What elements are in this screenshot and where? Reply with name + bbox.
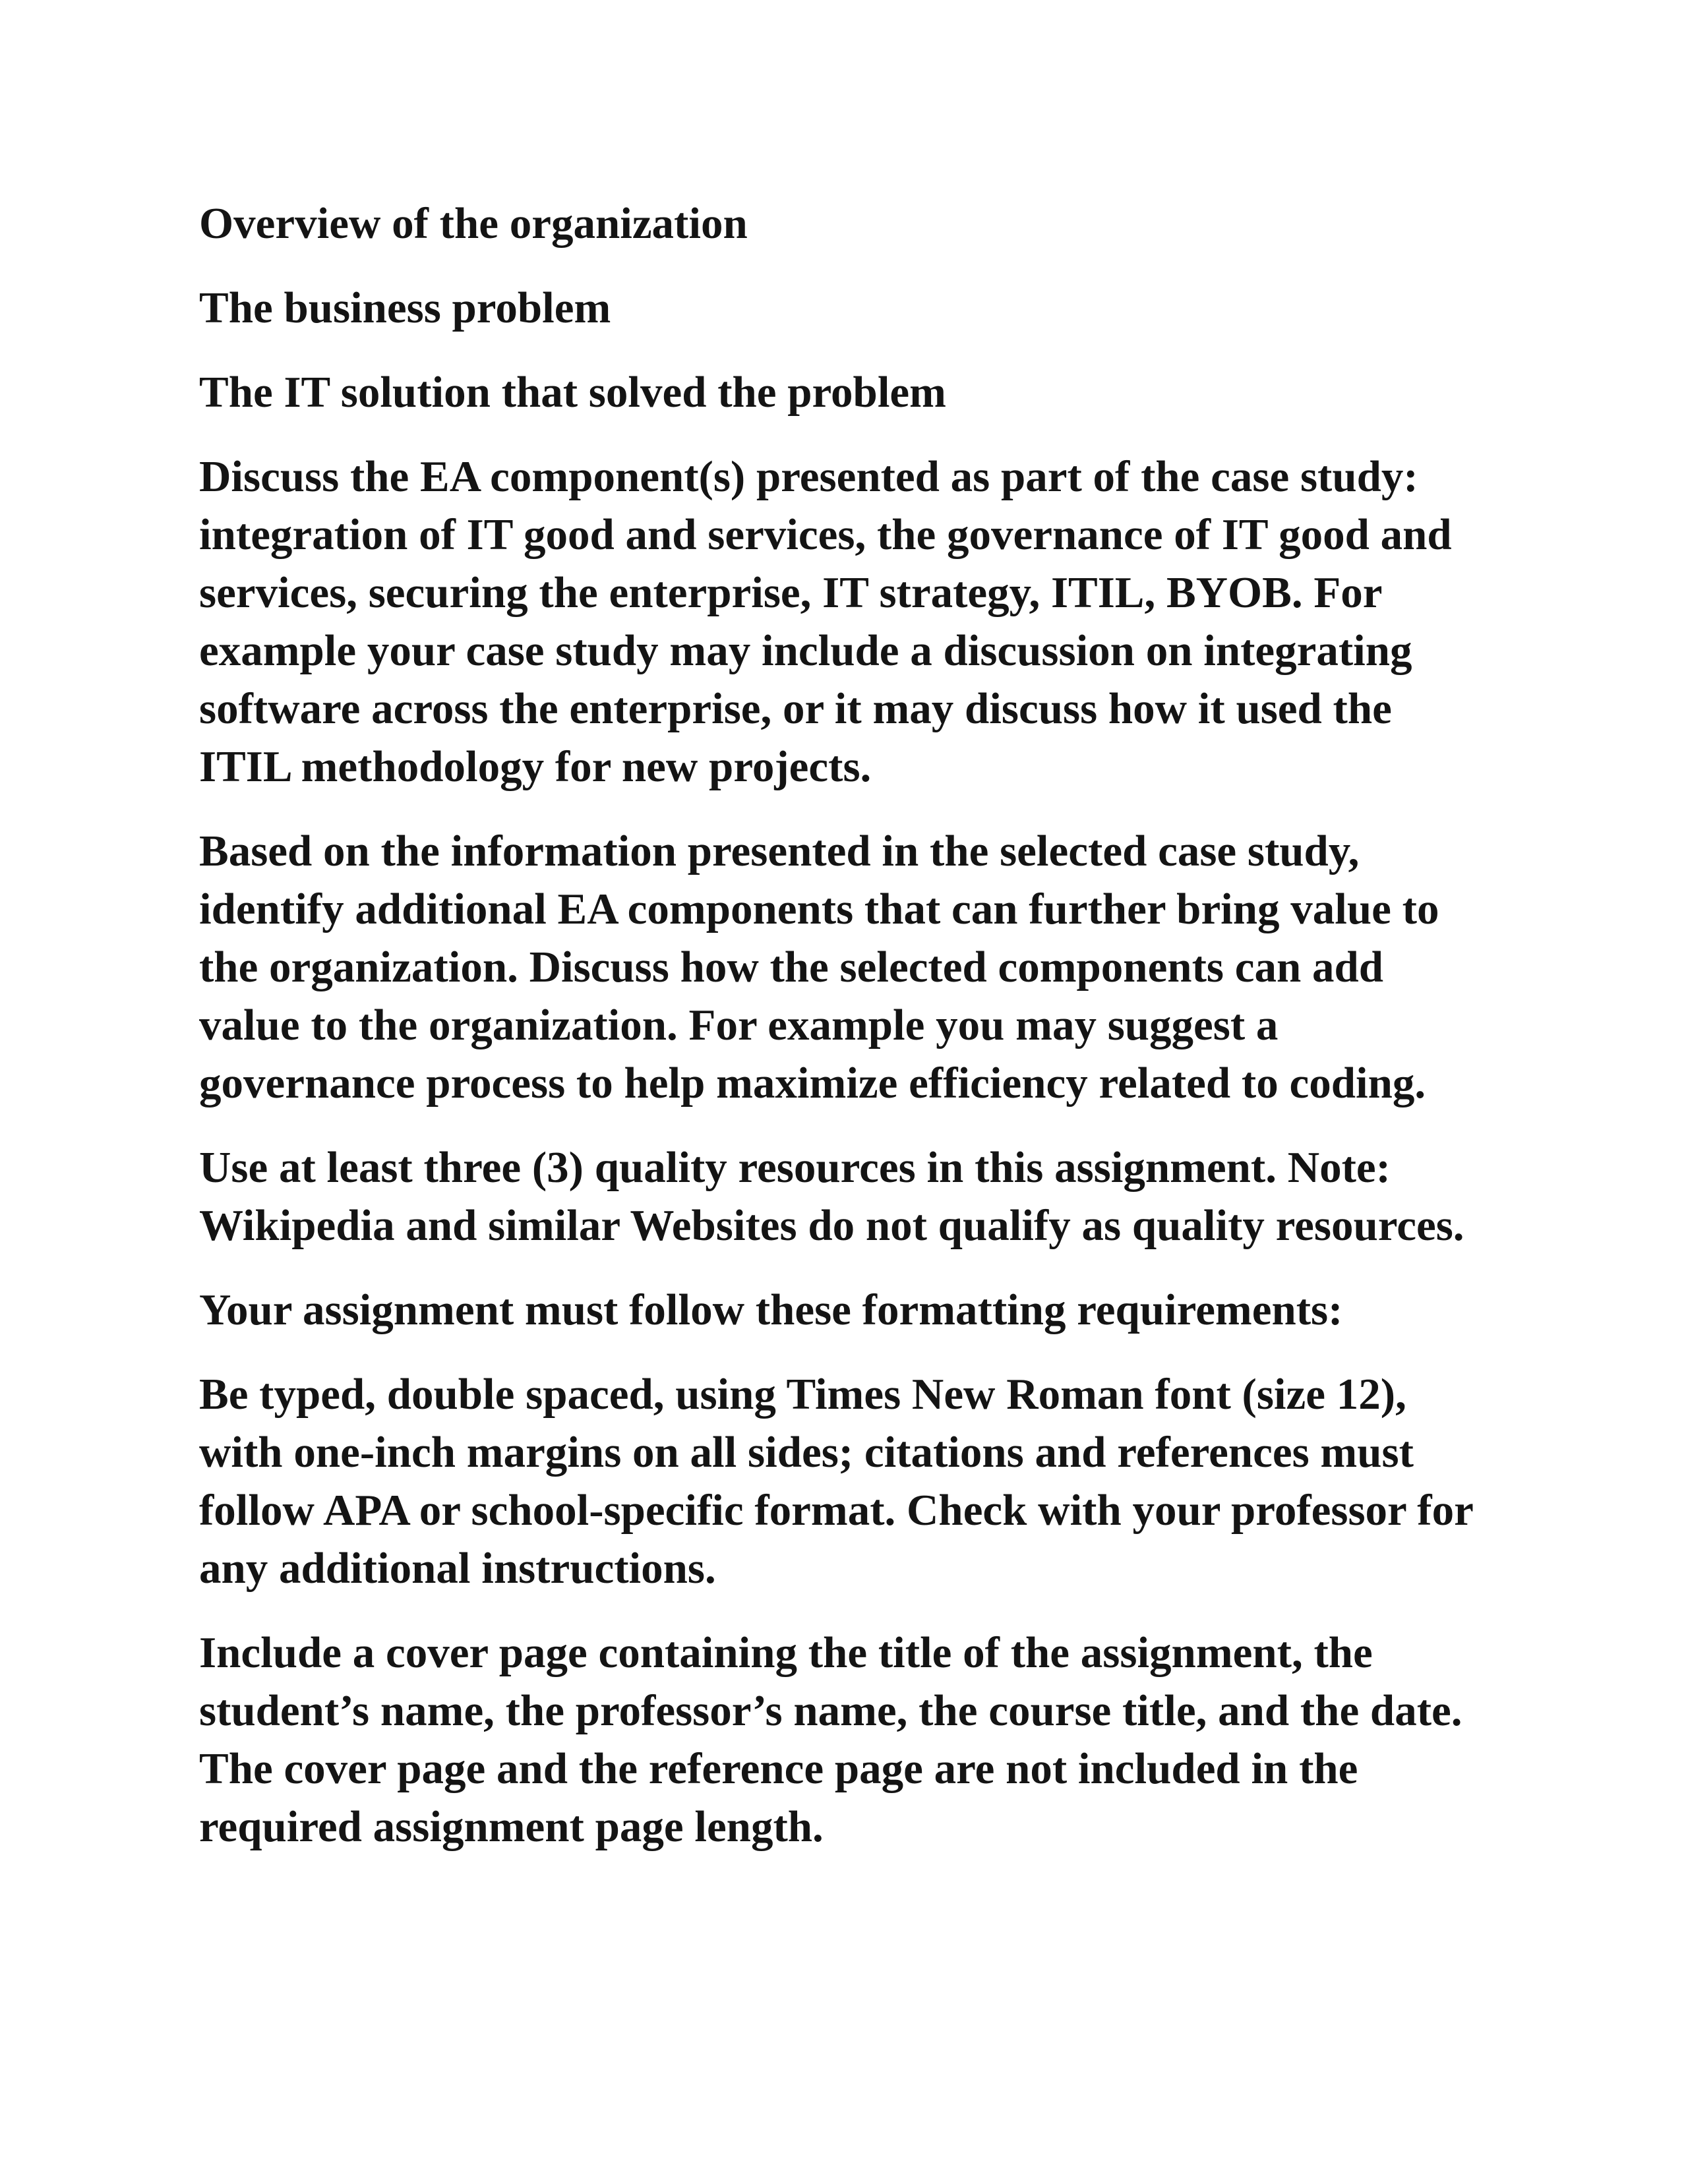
paragraph-overview: Overview of the organization	[199, 199, 748, 248]
paragraph-additional-components: Based on the information presented in the selected case study, identify additional EA components that can further bring value to the organization. Discuss how the selected components can add value to the organization. For example you may suggest a governance process to help maximize efficiency related to coding.	[199, 827, 1439, 1107]
paragraph-formatting-heading: Your assignment must follow these formatting requirements:	[199, 1285, 1343, 1334]
document-body	[199, 194, 1518, 1882]
paragraph-ea-components: Discuss the EA component(s) presented as part of the case study: integration of IT good and services, the governance of IT good and services, securing the enterprise, IT strategy, ITIL, BYOB. For example your case study may include a discussion on integrating software across the enterprise, or it may discuss how it used the ITIL methodology for new projects.	[199, 452, 1452, 791]
paragraph-business-problem: The business problem	[199, 283, 611, 332]
paragraph-cover-page: Include a cover page containing the title of the assignment, the student’s name, the professor’s name, the course title, and the date. The cover page and the reference page are not included in the required assignment page length.	[199, 1628, 1462, 1851]
paragraph-resources: Use at least three (3) quality resources in this assignment. Note: Wikipedia and similar Websites do not qualify as quality resources.	[199, 1143, 1464, 1250]
paragraph-formatting-rules: Be typed, double spaced, using Times New Roman font (size 12), with one-inch margins on all sides; citations and references must follow APA or school-specific format. Check with your professor for any additional instructions.	[199, 1370, 1474, 1593]
paragraph-it-solution: The IT solution that solved the problem	[199, 368, 946, 417]
